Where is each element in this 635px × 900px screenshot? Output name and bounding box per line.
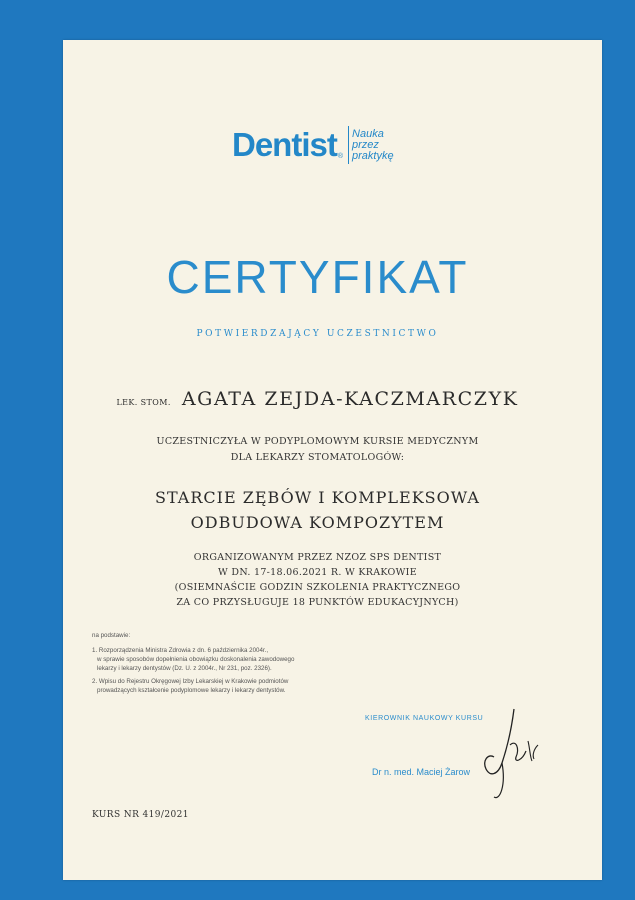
legal-basis-line: 2. Wpisu do Rejestru Okręgowej Izby Lekarskiej w Krakowie podmiotów <box>92 678 289 685</box>
logo-tagline-line: Nauka <box>352 127 384 140</box>
logo-divider <box>348 126 349 164</box>
legal-basis-heading: na podstawie: <box>92 632 131 639</box>
details-line: ORGANIZOWANYM PRZEZ NZOZ SPS DENTIST <box>193 552 442 563</box>
logo-tagline-line: przez <box>352 138 379 151</box>
legal-basis-line: lekarzy i lekarzy dentystów (Dz. U. z 2004r., Nr 231, poz. 2326). <box>97 665 272 672</box>
logo-registered-mark: ® <box>337 153 344 160</box>
certificate-title: CERTYFIKAT <box>166 251 469 303</box>
legal-basis-line: 1. Rozporządzenia Ministra Zdrowia z dn. 6 października 2004r., <box>92 647 269 654</box>
signature-label: KIEROWNIK NAUKOWY KURSU <box>365 715 484 722</box>
signatory-name: Dr n. med. Maciej Żarow <box>372 767 471 777</box>
legal-basis-line: w sprawie sposobów dopełnienia obowiązku doskonalenia zawodowego <box>97 656 295 663</box>
details-line: W DN. 17-18.06.2021 R. W KRAKOWIE <box>218 567 417 578</box>
course-title-line: ODBUDOWA KOMPOZYTEM <box>190 513 445 532</box>
participation-line: DLA LEKARZY STOMATOLOGÓW: <box>230 452 405 463</box>
logo-wordmark: Dentist <box>232 126 337 163</box>
details-line: (OSIEMNAŚCIE GODZIN SZKOLENIA PRAKTYCZNEGO <box>174 582 461 593</box>
handwritten-signature <box>472 705 552 805</box>
dentist-logo <box>232 120 394 170</box>
recipient-title: LEK. STOM. <box>116 398 171 407</box>
course-title-line: STARCIE ZĘBÓW I KOMPLEKSOWA <box>155 488 480 507</box>
logo-tagline-line: praktykę <box>352 149 394 162</box>
course-number: KURS NR 419/2021 <box>92 810 189 820</box>
recipient-line <box>0 388 635 410</box>
details-line: ZA CO PRZYSŁUGUJE 18 PUNKTÓW EDUKACYJNYCH) <box>176 597 459 608</box>
recipient-name: AGATA ZEJDA-KACZMARCZYK <box>181 388 519 410</box>
logo-tagline <box>352 129 394 162</box>
certificate-subtitle: POTWIERDZAJĄCY UCZESTNICTWO <box>196 329 439 339</box>
legal-basis-line: prowadzących kształcenie podyplomowe lekarzy i lekarzy dentystów. <box>97 687 286 694</box>
participation-line: UCZESTNICZYŁA W PODYPLOMOWYM KURSIE MEDYCZNYM <box>156 436 479 447</box>
